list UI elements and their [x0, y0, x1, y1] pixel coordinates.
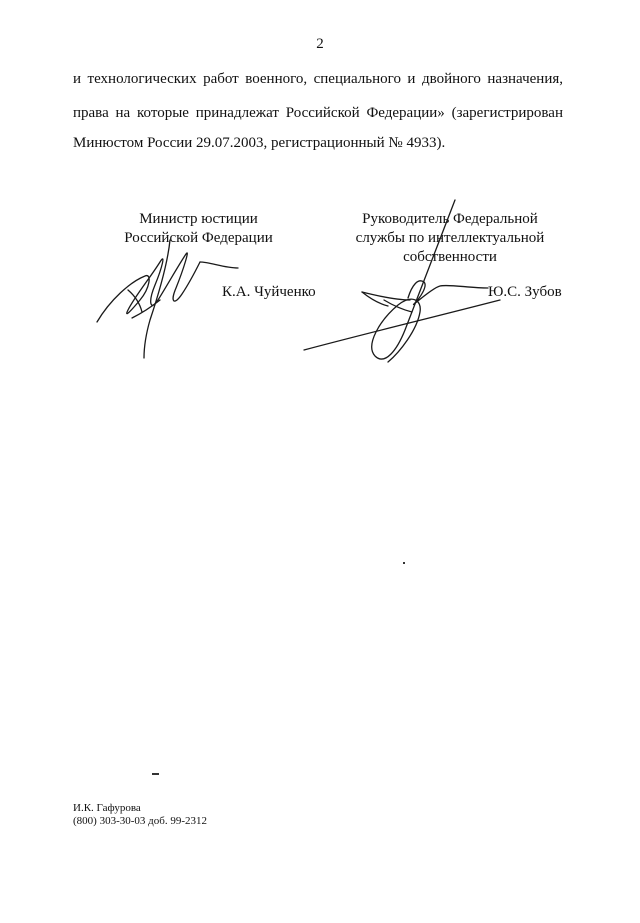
footer-contact-name: И.К. Гафурова	[73, 802, 141, 814]
body-text-line-1: и технологических работ военного, специального и двойного назначения,	[73, 71, 563, 87]
right-signatory-title-line-1: Руководитель Федеральной	[362, 211, 538, 227]
scan-artifact	[403, 562, 405, 564]
body-text-line-2: права на которые принадлежат Российской Федерации» (зарегистрирован	[73, 105, 563, 121]
left-signatory-title-line-1: Министр юстиции	[139, 211, 258, 227]
scan-artifact	[152, 773, 159, 775]
left-signatory-title-line-2: Российской Федерации	[124, 230, 273, 246]
left-signatory-name: К.А. Чуйченко	[222, 284, 316, 300]
body-text-line-3: Минюстом России 29.07.2003, регистрационный № 4933).	[73, 135, 446, 151]
right-signatory-name: Ю.С. Зубов	[488, 284, 562, 300]
right-signatory-title-line-3: собственности	[403, 249, 497, 265]
footer-contact-phone: (800) 303-30-03 доб. 99-2312	[73, 815, 208, 827]
left-signature-icon	[97, 240, 238, 358]
right-signatory-title-line-2: службы по интеллектуальной	[355, 230, 545, 246]
page-number: 2	[316, 36, 324, 52]
